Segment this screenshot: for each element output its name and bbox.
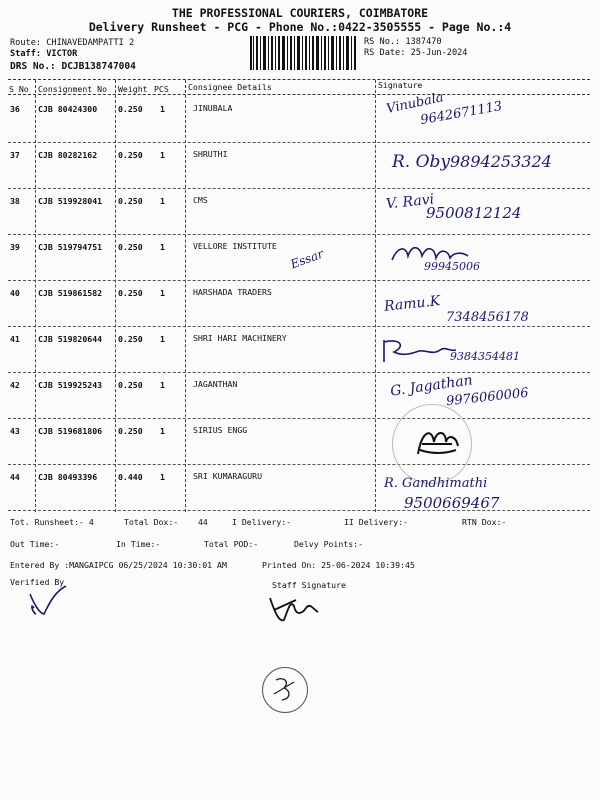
- printed-on: Printed On: 25-06-2024 10:39:45: [262, 560, 415, 570]
- signature-phone-37: 9894253324: [450, 152, 552, 171]
- row-consignee: SIRIUS ENGG: [193, 425, 248, 435]
- row-consignment: CJB 519928041: [38, 196, 103, 206]
- signature-phone-36: 9642671113: [419, 98, 504, 129]
- row-weight: 0.250: [118, 150, 143, 160]
- col-header-weight: Weight: [118, 84, 148, 94]
- row-consignment: CJB 80493396: [38, 472, 98, 482]
- total-pod: Total POD:-: [204, 539, 259, 549]
- rs-date: RS Date: 25-Jun-2024: [364, 48, 468, 58]
- delvy-points: Delvy Points:-: [294, 539, 364, 549]
- total-dox-value: 44: [198, 517, 208, 527]
- row-consignment: CJB 519820644: [38, 334, 103, 344]
- row-separator: [8, 234, 590, 235]
- row-weight: 0.250: [118, 288, 143, 298]
- signature-row-37: R. Oby: [392, 152, 451, 172]
- col-divider: [115, 80, 116, 512]
- col-header-sno: S No: [9, 84, 29, 94]
- row-consignee: HARSHADA TRADERS: [193, 287, 272, 297]
- staff-signature-mark: [266, 592, 322, 626]
- company-title: THE PROFESSIONAL COURIERS, COIMBATORE: [171, 6, 429, 20]
- col-header-consignee: Consignee Details: [188, 82, 272, 92]
- row-sno: 44: [10, 472, 20, 482]
- ii-delivery: II Delivery:-: [344, 517, 409, 527]
- row-pcs: 1: [160, 104, 165, 114]
- rtn-dox: RTN Dox:-: [462, 517, 507, 527]
- seal-scribble: [270, 674, 300, 704]
- row-pcs: 1: [160, 196, 165, 206]
- row-weight: 0.250: [118, 196, 143, 206]
- row-weight: 0.250: [118, 426, 143, 436]
- row-pcs: 1: [160, 242, 165, 252]
- staff-label: Staff: VICTOR: [10, 49, 78, 59]
- row-separator: [8, 418, 590, 419]
- row-consignee: SRI KUMARAGURU: [193, 471, 263, 481]
- verified-by-label: Verified By: [10, 577, 65, 587]
- col-header-consignment: Consignment No: [38, 84, 108, 94]
- verifier-signature: [26, 584, 72, 618]
- staff-signature-label: Staff Signature: [272, 580, 346, 590]
- row-sno: 36: [10, 104, 20, 114]
- row-sno: 37: [10, 150, 20, 160]
- row-sno: 40: [10, 288, 20, 298]
- row-weight: 0.250: [118, 104, 143, 114]
- drs-number: DRS No.: DCJB138747004: [10, 61, 136, 72]
- col-divider: [185, 80, 186, 512]
- tot-runsheet: Tot. Runsheet:- 4: [10, 517, 94, 527]
- row-consignee: JAGANTHAN: [193, 379, 238, 389]
- row-separator: [8, 326, 590, 327]
- row-pcs: 1: [160, 426, 165, 436]
- row-consignment: CJB 519681806: [38, 426, 103, 436]
- row-weight: 0.250: [118, 242, 143, 252]
- signature-row-42: G. Jagathan: [389, 372, 474, 400]
- signature-phone-42: 9976060006: [445, 385, 530, 410]
- row-consignment: CJB 80282162: [38, 150, 98, 160]
- col-header-pcs: PCS: [154, 84, 169, 94]
- i-delivery: I Delivery:-: [232, 517, 292, 527]
- row-separator: [8, 142, 590, 143]
- signature-scribble-43: [412, 424, 462, 460]
- signature-row-36: Vinubala: [385, 90, 445, 117]
- in-time: In Time:-: [116, 539, 161, 549]
- signature-row-40: Ramu.K: [383, 293, 442, 315]
- signature-phone-39: 99945006: [424, 260, 480, 273]
- row-sno: 41: [10, 334, 20, 344]
- row-consignee: SHRI HARI MACHINERY: [193, 333, 287, 343]
- row-sno: 39: [10, 242, 20, 252]
- row-pcs: 1: [160, 288, 165, 298]
- col-header-signature: Signature: [378, 80, 423, 90]
- row-separator: [8, 464, 590, 465]
- row-weight: 0.250: [118, 334, 143, 344]
- table-header-rule: [8, 94, 590, 95]
- col-divider: [375, 80, 376, 512]
- row-weight: 0.440: [118, 472, 143, 482]
- total-dox-label: Total Dox:-: [124, 517, 179, 527]
- row-consignment: CJB 80424300: [38, 104, 98, 114]
- row-sno: 38: [10, 196, 20, 206]
- signature-phone-38: 9500812124: [426, 204, 522, 222]
- row-pcs: 1: [160, 334, 165, 344]
- entered-by: Entered By :MANGAIPCG 06/25/2024 10:30:01 AM: [10, 560, 227, 570]
- row-consignment: CJB 519794751: [38, 242, 103, 252]
- row-pcs: 1: [160, 472, 165, 482]
- row-separator: [8, 510, 590, 511]
- row-consignment: CJB 519925243: [38, 380, 103, 390]
- signature-row-38: V. Ravi: [385, 191, 435, 213]
- row-pcs: 1: [160, 150, 165, 160]
- row-weight: 0.250: [118, 380, 143, 390]
- signature-side-39: Essar: [288, 246, 326, 272]
- row-consignee: JINUBALA: [193, 103, 233, 113]
- row-separator: [8, 372, 590, 373]
- signature-scribble-41: [380, 336, 460, 366]
- barcode: [250, 36, 358, 70]
- signature-phone-41: 9384354481: [450, 350, 520, 363]
- col-divider: [35, 80, 36, 512]
- row-sno: 43: [10, 426, 20, 436]
- signature-phone-44: 9500669467: [404, 494, 500, 512]
- rs-number: RS No.: 1387470: [364, 37, 442, 47]
- row-consignee: VELLORE INSTITUTE: [193, 241, 277, 251]
- row-sno: 42: [10, 380, 20, 390]
- out-time: Out Time:-: [10, 539, 60, 549]
- table-top-rule: [8, 79, 590, 80]
- row-separator: [8, 188, 590, 189]
- route-label: Route: CHINAVEDAMPATTI 2: [10, 38, 135, 48]
- row-consignee: SHRUTHI: [193, 149, 228, 159]
- row-pcs: 1: [160, 380, 165, 390]
- runsheet-subtitle: Delivery Runsheet - PCG - Phone No.:0422-3505555 - Page No.:4: [88, 20, 512, 34]
- row-separator: [8, 280, 590, 281]
- signature-row-44: R. Gandhimathi: [384, 476, 488, 491]
- row-consignment: CJB 519861582: [38, 288, 103, 298]
- row-consignee: CMS: [193, 195, 208, 205]
- signature-phone-40: 7348456178: [446, 310, 529, 325]
